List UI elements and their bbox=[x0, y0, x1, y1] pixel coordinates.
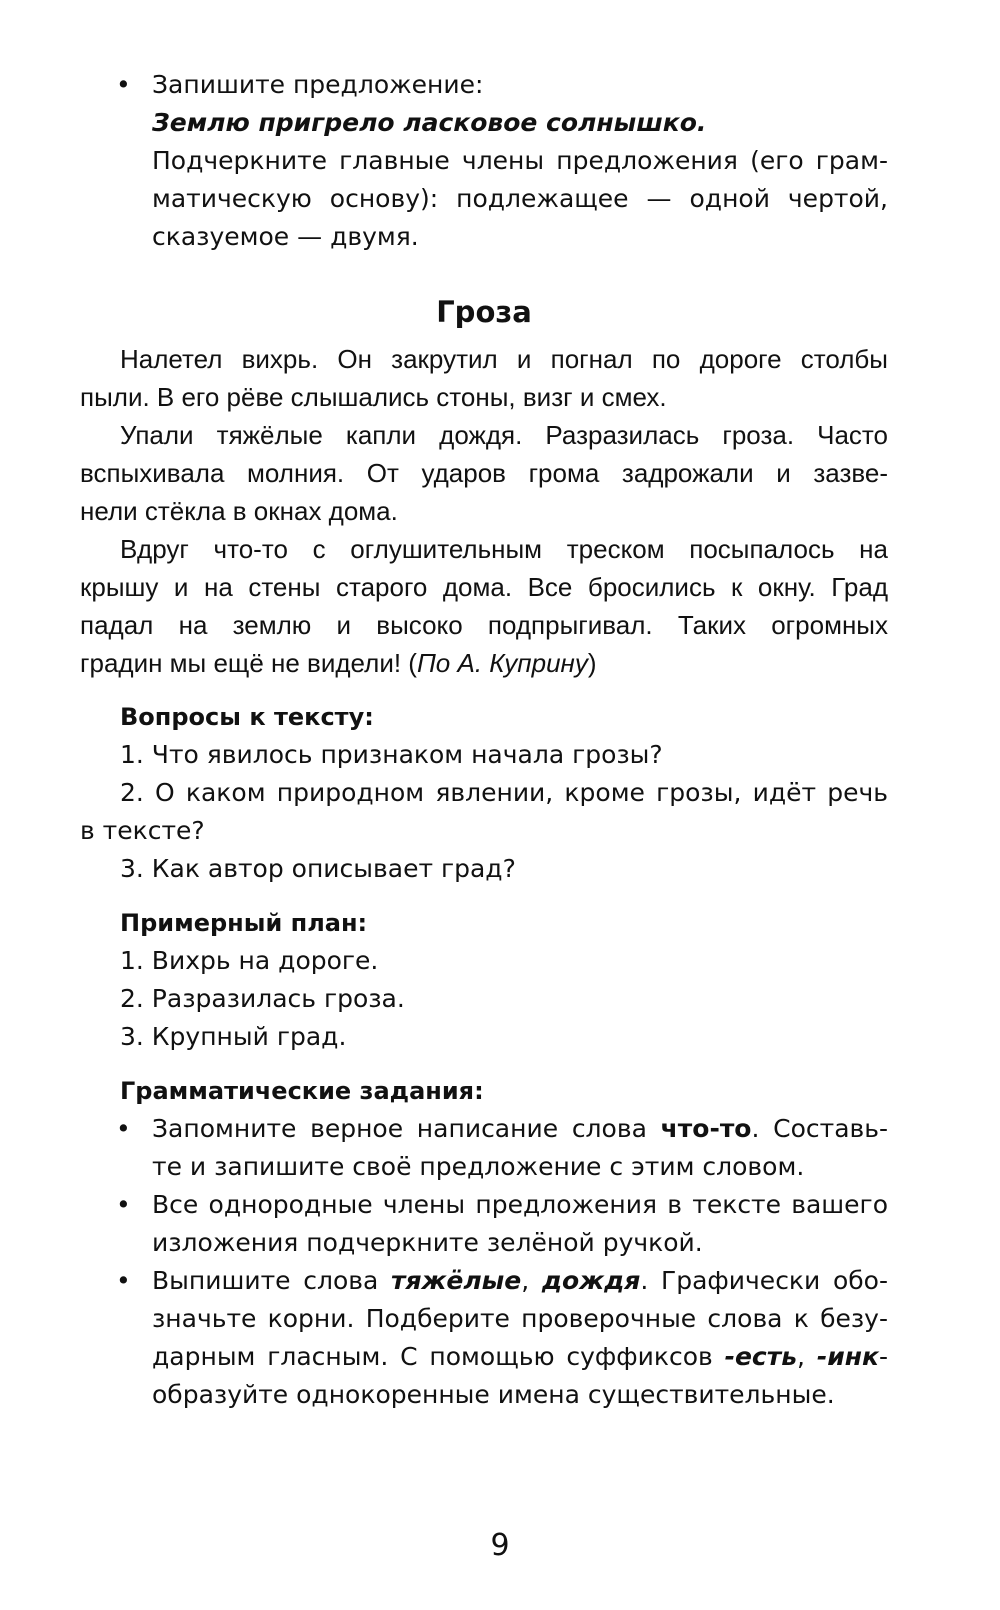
story-source: По А. Куприну bbox=[416, 648, 588, 678]
page-number: 9 bbox=[490, 1528, 510, 1563]
grammar-word: тяжёлые bbox=[390, 1266, 522, 1295]
task-instruction-line: матическую основу): подлежащее — одной чертой, bbox=[152, 184, 888, 213]
grammar-task-line bbox=[116, 1110, 888, 1148]
task-instruction-line: сказуемое — двумя. bbox=[152, 222, 419, 251]
grammar-task-line: значьте корни. Подберите проверочные слова к безу- bbox=[152, 1304, 888, 1333]
story-line-text: градин мы ещё не видели! ( bbox=[80, 648, 417, 678]
story-text bbox=[80, 340, 888, 682]
grammar-suffix: -есть bbox=[724, 1342, 798, 1371]
grammar-heading: Грамматические задания: bbox=[120, 1077, 484, 1105]
grammar-word: дождя bbox=[541, 1266, 641, 1295]
story-line-source bbox=[80, 644, 888, 682]
story-source-close: ) bbox=[587, 648, 597, 678]
bullet-icon: • bbox=[116, 1114, 131, 1143]
grammar-text: . Составь- bbox=[751, 1114, 889, 1143]
story-line: Упали тяжёлые капли дождя. Разразилась гроза. Часто bbox=[120, 420, 888, 450]
grammar-task-line: изложения подчеркните зелёной ручкой. bbox=[152, 1228, 703, 1257]
bullet-icon: • bbox=[116, 1266, 131, 1295]
grammar-suffix: -инк bbox=[816, 1342, 879, 1371]
grammar-text: . Графически обо- bbox=[640, 1266, 888, 1295]
question-item: 1. Что явилось признаком начала грозы? bbox=[120, 740, 663, 769]
bullet-icon: • bbox=[116, 1190, 131, 1219]
story-line: нели стёкла в окнах дома. bbox=[80, 496, 398, 526]
task-sentence: Землю пригрело ласковое солнышко. bbox=[152, 108, 707, 137]
task-intro: Запишите предложение: bbox=[152, 70, 484, 99]
grammar-task-line bbox=[116, 1262, 888, 1300]
bullet-icon: • bbox=[116, 70, 131, 99]
story-line: крышу и на стены старого дома. Все бросились к окну. Град bbox=[80, 572, 888, 602]
grammar-task-line: образуйте однокоренные имена существительные. bbox=[152, 1380, 835, 1409]
plan-section bbox=[80, 904, 888, 1056]
plan-item: 1. Вихрь на дороге. bbox=[120, 946, 379, 975]
grammar-task-2 bbox=[80, 1186, 888, 1262]
story-title: Гроза bbox=[436, 295, 532, 329]
plan-item: 2. Разразилась гроза. bbox=[120, 984, 405, 1013]
questions-heading: Вопросы к тексту: bbox=[120, 703, 374, 731]
story-line: Вдруг что-то с оглушительным треском посыпалось на bbox=[120, 534, 888, 564]
plan-item: 3. Крупный град. bbox=[120, 1022, 347, 1051]
task-instruction-line: Подчеркните главные члены предложения (его грам- bbox=[152, 146, 888, 175]
question-item: 2. О каком природном явлении, кроме грозы, идёт речь bbox=[120, 778, 888, 807]
grammar-task-line: Все однородные члены предложения в тексте вашего bbox=[152, 1190, 888, 1219]
grammar-text: , bbox=[797, 1342, 817, 1371]
grammar-text: Выпишите слова bbox=[152, 1266, 391, 1295]
grammar-task-3 bbox=[80, 1262, 888, 1414]
task-top bbox=[80, 66, 888, 256]
grammar-text: , bbox=[521, 1266, 542, 1295]
story-line: пыли. В его рёве слышались стоны, визг и смех. bbox=[80, 382, 667, 412]
grammar-text: Запомните верное написание слова bbox=[152, 1114, 661, 1143]
story-line: падал на землю и высоко подпрыгивал. Таких огромных bbox=[80, 610, 888, 640]
grammar-task-1 bbox=[80, 1110, 888, 1186]
story-line: вспыхивала молния. От ударов грома задрожали и зазве- bbox=[80, 458, 888, 488]
questions-section bbox=[80, 698, 888, 888]
grammar-task-line: те и запишите своё предложение с этим словом. bbox=[152, 1152, 805, 1181]
grammar-word: что-то bbox=[660, 1114, 752, 1143]
story-line: Налетел вихрь. Он закрутил и погнал по дороге столбы bbox=[120, 344, 888, 374]
question-item-continued: в тексте? bbox=[80, 816, 205, 845]
question-item: 3. Как автор описывает град? bbox=[120, 854, 516, 883]
plan-heading: Примерный план: bbox=[120, 909, 368, 937]
grammar-text: дарным гласным. С помощью суффиксов bbox=[152, 1342, 725, 1371]
grammar-text: - bbox=[878, 1342, 888, 1371]
task-top-bullet-item bbox=[80, 66, 888, 256]
grammar-task-line bbox=[116, 1338, 888, 1376]
grammar-section bbox=[80, 1072, 888, 1414]
